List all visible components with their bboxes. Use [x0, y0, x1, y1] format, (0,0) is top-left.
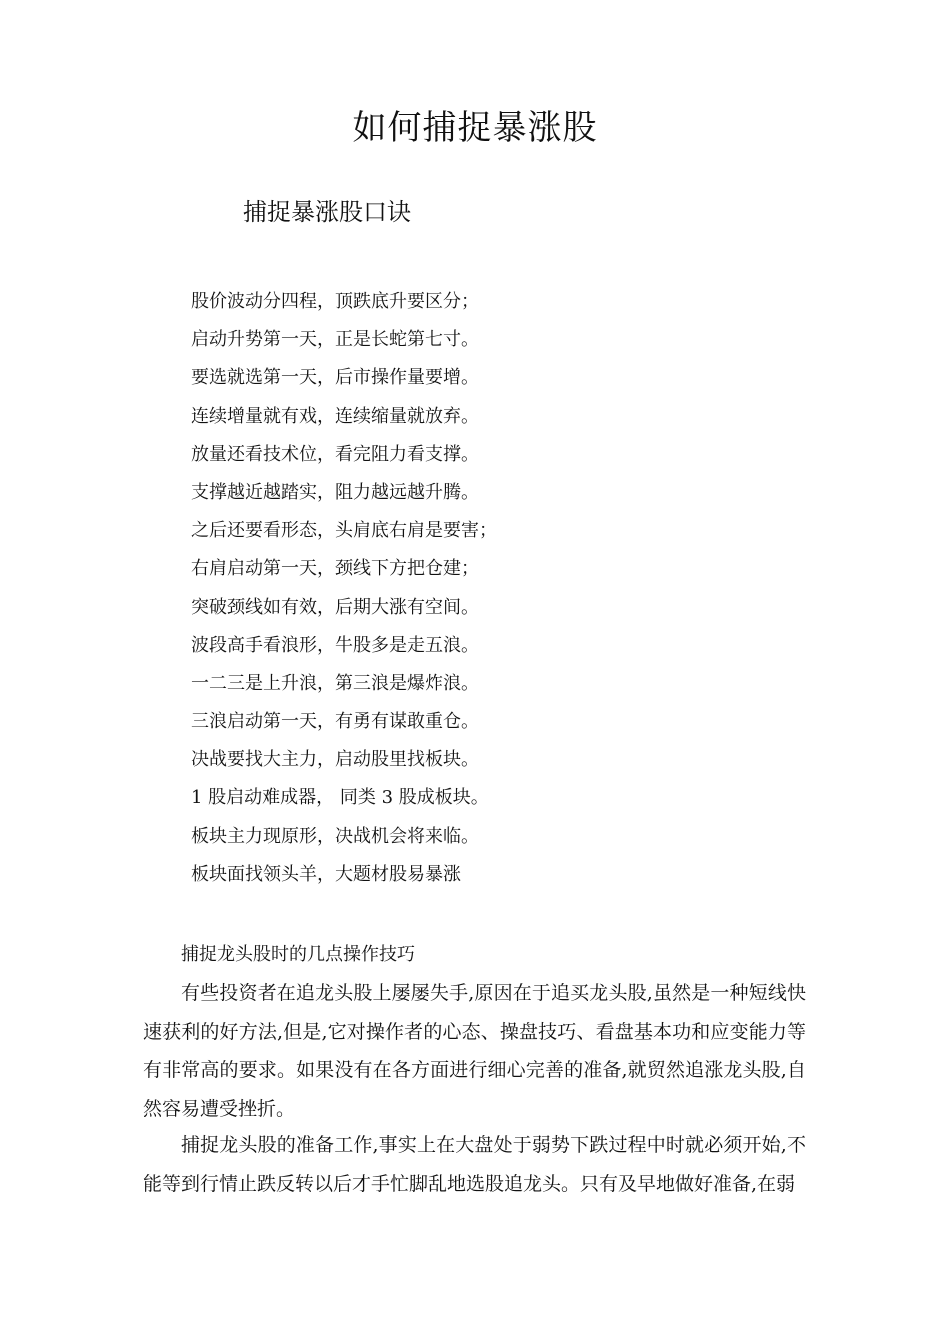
poem-line: 板块主力现原形，决战机会将来临。 — [191, 825, 479, 847]
poem-line: 支撑越近越踏实，阻力越远越升腾。 — [191, 481, 479, 503]
poem-line: 决战要找大主力，启动股里找板块。 — [191, 749, 479, 771]
poem-line: 1 股启动难成器， 同类 3 股成板块。 — [191, 787, 489, 809]
section-heading: 捕捉龙头股时的几点操作技巧 — [181, 944, 415, 965]
poem-line: 波段高手看浪形，牛股多是走五浪。 — [191, 634, 479, 656]
poem-line: 突破颈线如有效，后期大涨有空间。 — [191, 596, 479, 618]
poem-line: 股价波动分四程，顶跌底升要区分； — [191, 291, 479, 312]
poem-line: 板块面找领头羊，大题材股易暴涨 — [191, 863, 461, 885]
document-title: 如何捕捉暴涨股 — [352, 108, 598, 148]
poem-line: 右肩启动第一天，颈线下方把仓建； — [191, 558, 479, 580]
poem-line: 启动升势第一天，正是长蛇第七寸。 — [191, 329, 479, 351]
poem — [191, 288, 497, 899]
body-paragraph: 有些投资者在追龙头股上屡屡失手,原因在于追买龙头股,虽然是一种短线快速获利的好方法,但是,它对操作者的心态、操盘技巧、看盘基本功和应变能力等有非常高的要求。如果没有在各方面进行细心完善的准备,就贸然追涨龙头股,自然容易遭受挫折。 — [143, 982, 806, 1120]
poem-line: 一二三是上升浪，第三浪是爆炸浪。 — [191, 672, 479, 694]
poem-line: 三浪启动第一天，有勇有谋敢重仓。 — [191, 711, 479, 733]
poem-line: 要选就选第一天，后市操作量要增。 — [191, 367, 479, 389]
poem-line: 之后还要看形态，头肩底右肩是要害； — [191, 520, 497, 542]
poem-line: 连续增量就有戏，连续缩量就放弃。 — [191, 405, 479, 427]
body-paragraph: 捕捉龙头股的准备工作,事实上在大盘处于弱势下跌过程中时就必须开始,不能等到行情止跌反转以后才手忙脚乱地选股追龙头。只有及早地做好准备,在弱 — [143, 1134, 806, 1195]
poem-title: 捕捉暴涨股口诀 — [243, 198, 411, 226]
poem-line: 放量还看技术位，看完阻力看支撑。 — [191, 443, 479, 465]
